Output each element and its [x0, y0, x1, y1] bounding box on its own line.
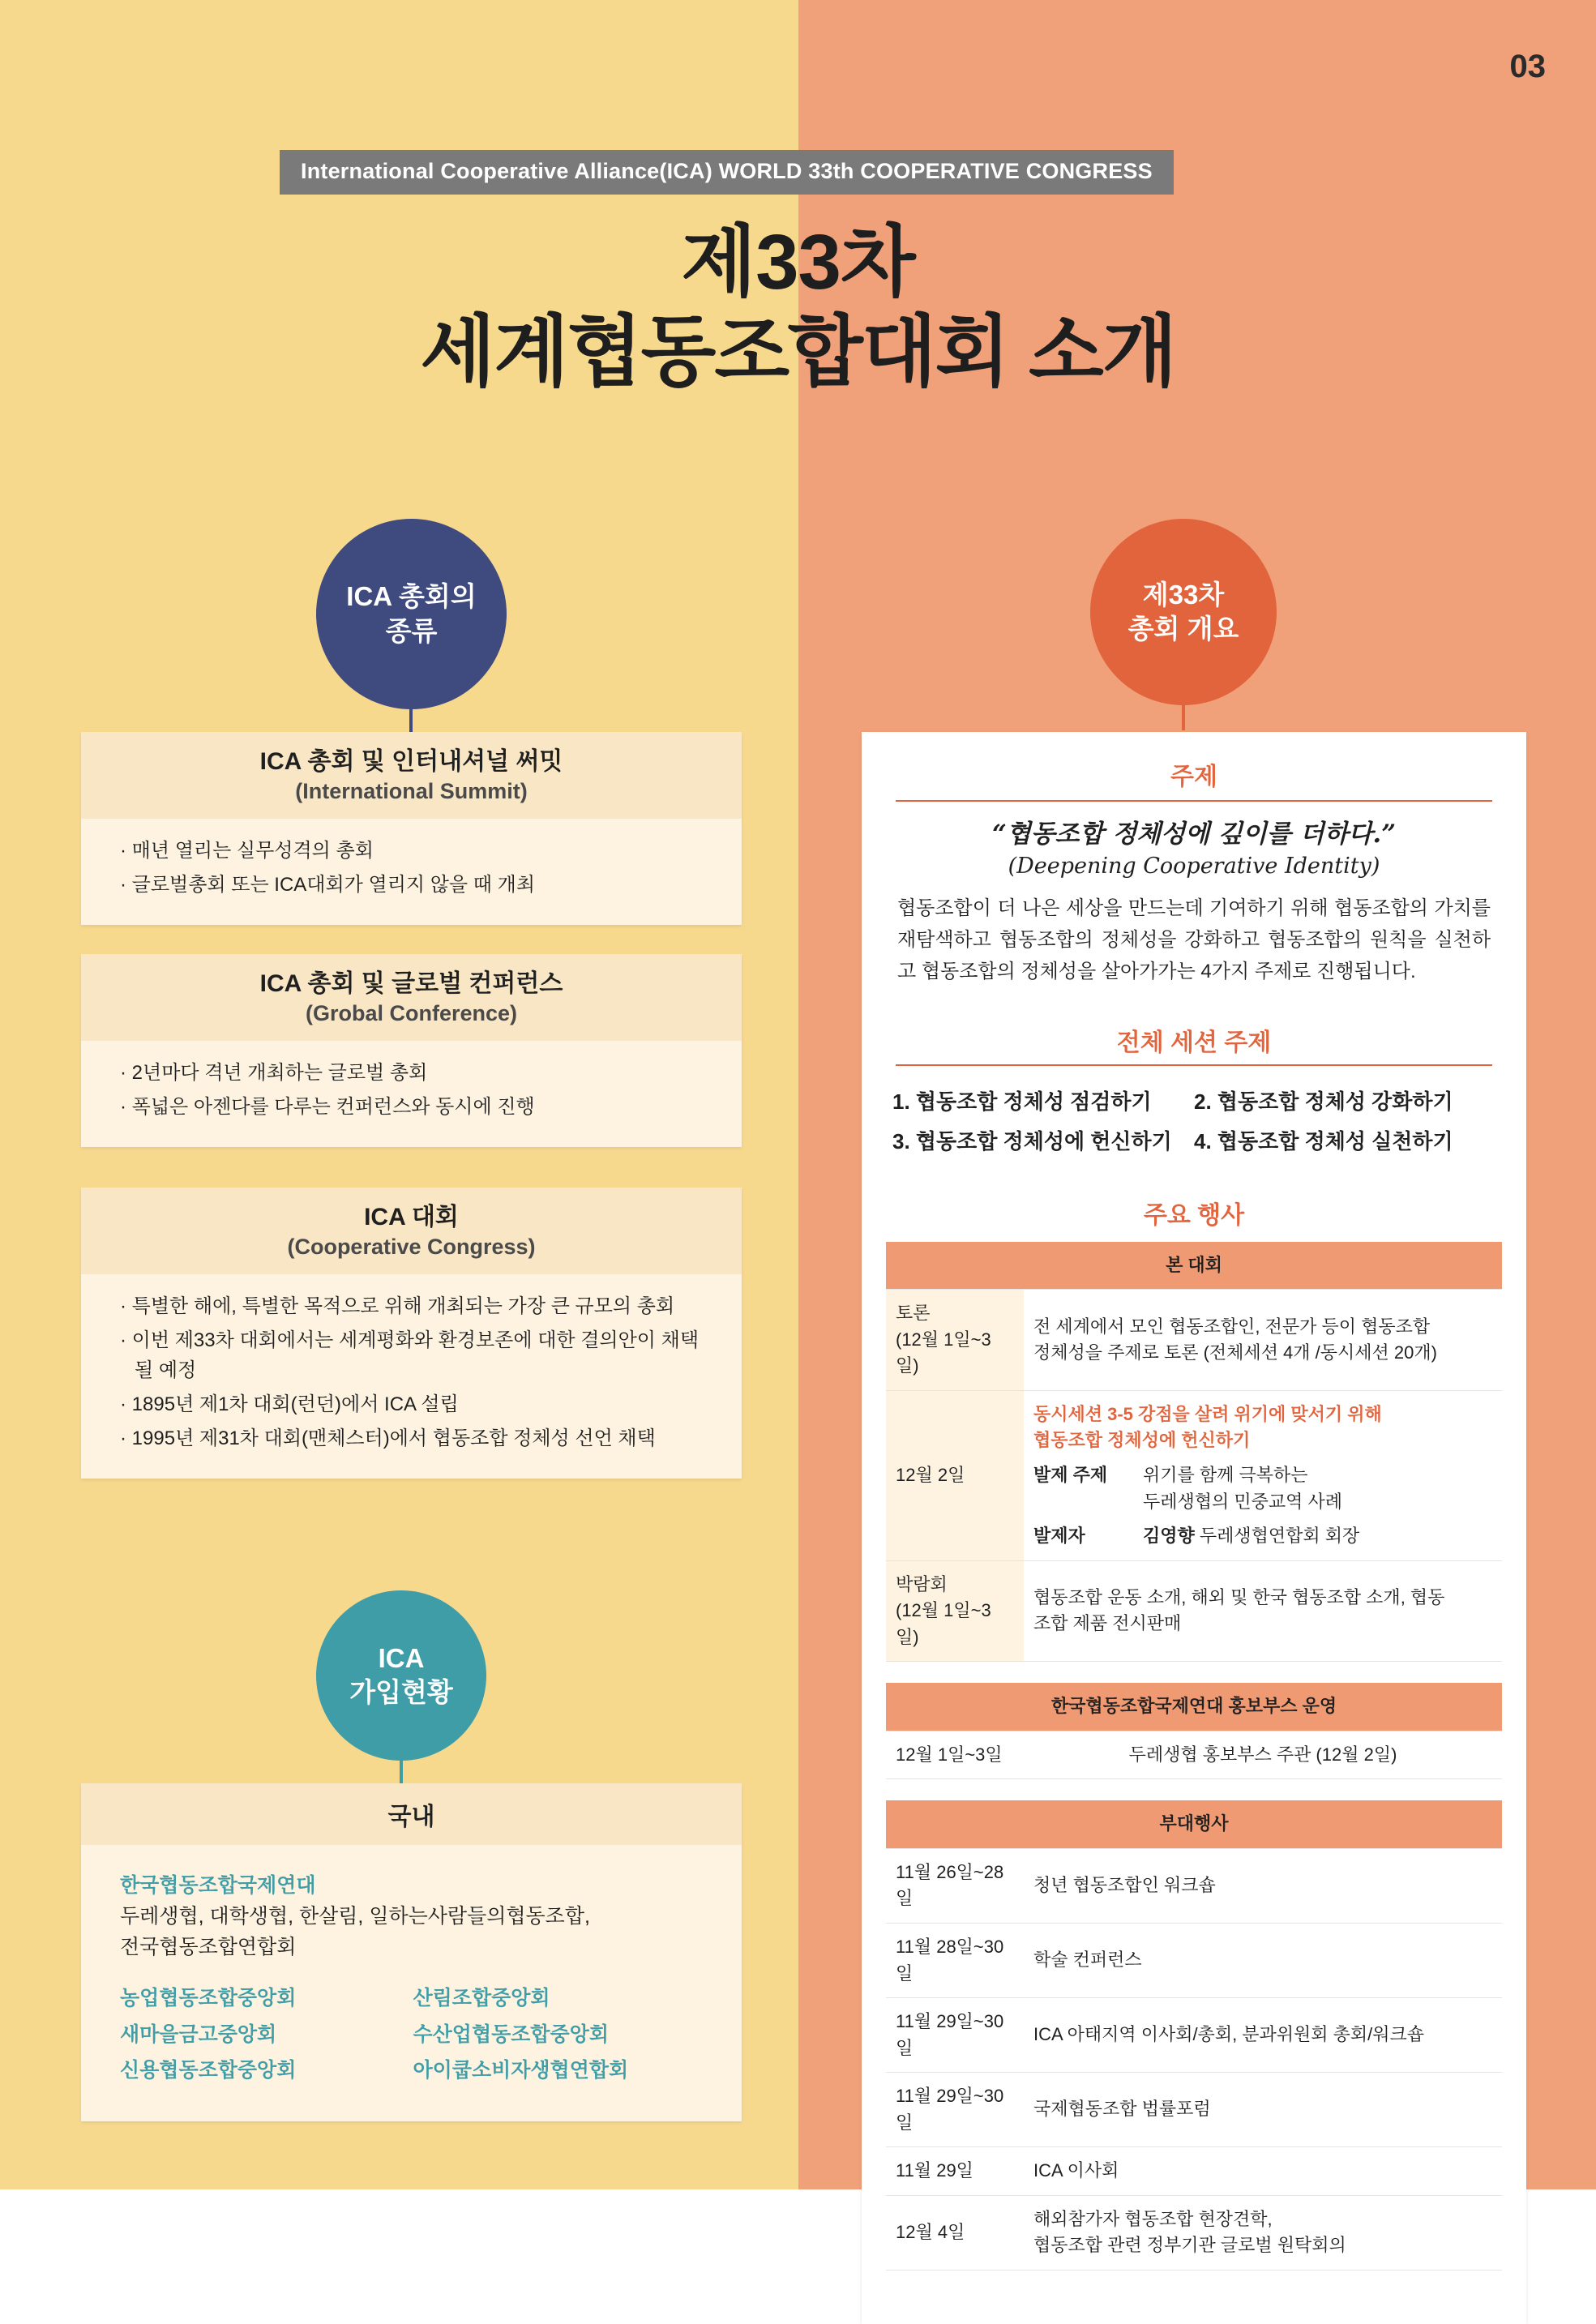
table-row: [886, 1924, 1502, 1998]
table-row: [886, 1800, 1502, 1848]
card-summit-title-en: (International Summit): [295, 778, 528, 803]
cell-line2: (12월 1일~3일): [896, 1329, 991, 1376]
card-conference-header: [81, 954, 742, 1041]
table-cell-description: 청년 협동조합인 워크숍: [1024, 1848, 1502, 1923]
circle-types-line1: ICA 총회의: [346, 581, 477, 612]
cell-line2: 정체성을 주제로 토론 (전체세션 4개 /동시세션 20개): [1033, 1342, 1437, 1363]
card-conference-title-en: (Grobal Conference): [305, 1000, 518, 1025]
card-domestic-members: [81, 1783, 742, 2121]
list-item: 아이쿱소비자생협연합회: [413, 2059, 629, 2082]
table-cell-period: [886, 1290, 1024, 1391]
card-cooperative-congress: [81, 1188, 742, 1479]
list-item: 새마을금고중앙회: [120, 2022, 277, 2046]
table-cell-description: [1024, 1560, 1502, 1662]
list-item: · 매년 열리는 실무성격의 총회: [120, 837, 711, 866]
table-row: [886, 1242, 1502, 1290]
circle-overview-line2: 총회 개요: [1127, 614, 1239, 644]
cell-line2: (12월 1일~3일): [896, 1600, 991, 1647]
presenter-label: 발제자: [1033, 1526, 1085, 1547]
list-item: · 폭넓은 아젠다를 다루는 컨퍼런스와 동시에 진행: [120, 1093, 711, 1122]
table-cell-description: 학술 컨퍼런스: [1024, 1924, 1502, 1998]
cell-line1: 박람회: [896, 1573, 948, 1594]
cell-line2: 협동조합 관련 정부기관 글로벌 원탁회의: [1033, 2235, 1346, 2256]
card-congress-title-kr: ICA 대회: [364, 1204, 459, 1230]
cell-line1: 위기를 함께 극복하는: [1143, 1464, 1308, 1485]
panel-congress-overview: [862, 732, 1526, 2324]
table-cell-description: ICA 이사회: [1024, 2147, 1502, 2196]
highlight-line2: 협동조합 정체성에 헌신하기: [1033, 1430, 1251, 1451]
domestic-sub-line1: 두레생협, 대학생협, 한살림, 일하는사람들의협동조합,: [120, 1905, 590, 1928]
cell-line1: 협동조합 운동 소개, 해외 및 한국 협동조합 소개, 협동: [1033, 1586, 1445, 1607]
domestic-lead-org: 한국협동조합국제연대: [120, 1874, 316, 1897]
table-row: [886, 1731, 1502, 1779]
presenter-value: [1143, 1523, 1492, 1550]
page-title-line1: 제33차: [681, 219, 915, 306]
card-domestic-header: 국내: [81, 1783, 742, 1845]
table-side-events: [886, 1800, 1502, 2271]
table-cell-description: [1024, 2195, 1502, 2270]
section-title-sessions: 전체 세션 주제: [896, 1022, 1492, 1066]
table-cell-period: 11월 29일: [886, 2147, 1024, 2196]
table-cell-period: 12월 4일: [886, 2195, 1024, 2270]
session-topic-1: 1. 협동조합 정체성 점검하기: [892, 1089, 1152, 1114]
table-row: [886, 1848, 1502, 1923]
table-cell-period: 11월 29일~30일: [886, 2073, 1024, 2147]
theme-quote-en: (Deepening Cooperative Identity): [1008, 854, 1380, 880]
domestic-org-column-right: [413, 1980, 707, 2089]
table-main-header: 본 대회: [886, 1242, 1502, 1290]
connector-overview: [1182, 702, 1185, 730]
card-conference-title-kr: ICA 총회 및 글로벌 컨퍼런스: [259, 970, 563, 997]
table-cell-description: [1024, 1390, 1502, 1560]
connector-membership: [400, 1757, 403, 1786]
circle-congress-overview: [1090, 519, 1277, 705]
table-row: [886, 2073, 1502, 2147]
card-congress-body: [81, 1274, 742, 1479]
cell-line2: 두레생협의 민중교역 사례: [1143, 1491, 1342, 1512]
eyebrow-banner: International Cooperative Alliance(ICA) WORLD 33th COOPERATIVE CONGRESS: [280, 150, 1174, 195]
table-row: [886, 1998, 1502, 2073]
domestic-org-grid: [120, 1980, 706, 2089]
card-conference-body: [81, 1041, 742, 1147]
cell-line1: 12월 2일: [896, 1464, 965, 1485]
page-title-line2: 세계협동조합대회 소개: [420, 309, 1176, 396]
table-cell-period: 12월 1일~3일: [886, 1731, 1024, 1779]
list-item: · 글로벌총회 또는 ICA대회가 열리지 않을 때 개최: [120, 871, 711, 900]
domestic-sub-line2: 전국협동조합연합회: [120, 1935, 297, 1958]
list-item: 수산업협동조합중앙회: [413, 2022, 610, 2046]
presentation-topic-row: [1033, 1462, 1492, 1515]
presenter-name: 김영향: [1143, 1526, 1195, 1547]
connector-types: [409, 705, 413, 734]
circle-join-line2: 가입현황: [349, 1677, 453, 1707]
cell-line1: 해외참가자 협동조합 현장견학,: [1033, 2208, 1273, 2229]
circle-ica-assembly-types: [316, 519, 507, 709]
session-topic-3: 3. 협동조합 정체성에 헌신하기: [892, 1129, 1172, 1154]
table-row: [886, 1290, 1502, 1391]
domestic-org-column-left: [120, 1980, 413, 2089]
table-row: [886, 1560, 1502, 1662]
circle-overview-line1: 제33차: [1142, 579, 1225, 610]
table-cell-period: 11월 28일~30일: [886, 1924, 1024, 1998]
table-row: [886, 1683, 1502, 1731]
theme-quote: [886, 818, 1502, 879]
list-item: · 1995년 제31차 대회(맨체스터)에서 협동조합 정체성 선언 채택: [120, 1424, 711, 1453]
theme-description: 협동조합이 더 나은 세상을 만드는데 기여하기 위해 협동조합의 가치를 재탐색하고 협동조합의 정체성을 강화하고 협동조합의 원칙을 실천하고 협동조합의 정체성을 살아가가는 4가지 주제로 진행됩니다.: [897, 897, 1491, 983]
table-main-congress: [886, 1242, 1502, 1663]
card-summit-title-kr: ICA 총회 및 인터내셔널 써밋: [259, 748, 563, 775]
table-cell-period: [886, 1390, 1024, 1560]
list-item: 신용협동조합중앙회: [120, 2059, 297, 2082]
cell-line2: 조합 제품 전시판매: [1033, 1613, 1182, 1634]
list-item: 농업협동조합중앙회: [120, 1987, 297, 2009]
table-row: [886, 2147, 1502, 2196]
page-number: 03: [1509, 49, 1546, 84]
list-item: · 특별한 해에, 특별한 목적으로 위해 개최되는 가장 큰 규모의 총회: [120, 1292, 711, 1321]
list-item: · 이번 제33차 대회에서는 세계평화와 환경보존에 대한 결의안이 채택될 예정: [120, 1326, 711, 1385]
card-congress-title-en: (Cooperative Congress): [287, 1234, 536, 1259]
list-item: · 2년마다 격년 개최하는 글로벌 총회: [120, 1059, 711, 1088]
table-side-header: 부대행사: [886, 1800, 1502, 1848]
table-cell-description: ICA 아태지역 이사회/총회, 분과위원회 총회/워크숍: [1024, 1998, 1502, 2073]
table-cell-description: 국제협동조합 법률포럼: [1024, 2073, 1502, 2147]
presenter-affiliation: 두레생협연합회 회장: [1194, 1526, 1360, 1547]
card-summit-header: [81, 732, 742, 819]
table-cell-description: 두레생협 홍보부스 주관 (12월 2일): [1024, 1731, 1502, 1779]
circle-ica-membership: [316, 1590, 486, 1761]
table-row: [886, 2195, 1502, 2270]
cell-line1: 전 세계에서 모인 협동조합인, 전문가 등이 협동조합: [1033, 1316, 1431, 1337]
list-item: 산림조합중앙회: [413, 1987, 550, 2009]
presentation-topic-value: [1143, 1462, 1492, 1515]
table-cell-period: 11월 29일~30일: [886, 1998, 1024, 2073]
card-summit-body: [81, 819, 742, 925]
table-cell-description: [1024, 1290, 1502, 1391]
table-booth-header: 한국협동조합국제연대 홍보부스 운영: [886, 1683, 1502, 1731]
card-global-conference: [81, 954, 742, 1147]
circle-join-line1: ICA: [378, 1642, 425, 1673]
session-topic-grid: [886, 1082, 1502, 1162]
list-item: · 1895년 제1차 대회(런던)에서 ICA 설립: [120, 1390, 711, 1419]
domestic-sub-orgs: [120, 1902, 706, 1962]
table-promotion-booth: [886, 1683, 1502, 1779]
page-title: [0, 217, 1596, 398]
presenter-row: [1033, 1523, 1492, 1550]
card-congress-header: [81, 1188, 742, 1274]
presentation-topic-label: 발제 주제: [1033, 1464, 1108, 1485]
section-title-events: 주요 행사: [1143, 1201, 1245, 1229]
circle-types-line2: 종류: [385, 615, 438, 646]
session-topic-2: 2. 협동조합 정체성 강화하기: [1194, 1089, 1453, 1114]
table-cell-period: 11월 26일~28일: [886, 1848, 1024, 1923]
section-title-theme: 주제: [896, 756, 1492, 802]
session-topic-4: 4. 협동조합 정체성 실천하기: [1194, 1129, 1453, 1154]
cell-line1: 토론: [896, 1303, 931, 1324]
table-row: [886, 1390, 1502, 1560]
theme-quote-kr: “협동조합 정체성에 깊이를 더하다.”: [991, 820, 1397, 849]
highlight-line1: 동시세션 3-5 강점을 살려 위기에 맞서기 위해: [1033, 1403, 1382, 1424]
card-international-summit: [81, 732, 742, 925]
card-domestic-body: [81, 1845, 742, 2121]
table-cell-period: [886, 1560, 1024, 1662]
